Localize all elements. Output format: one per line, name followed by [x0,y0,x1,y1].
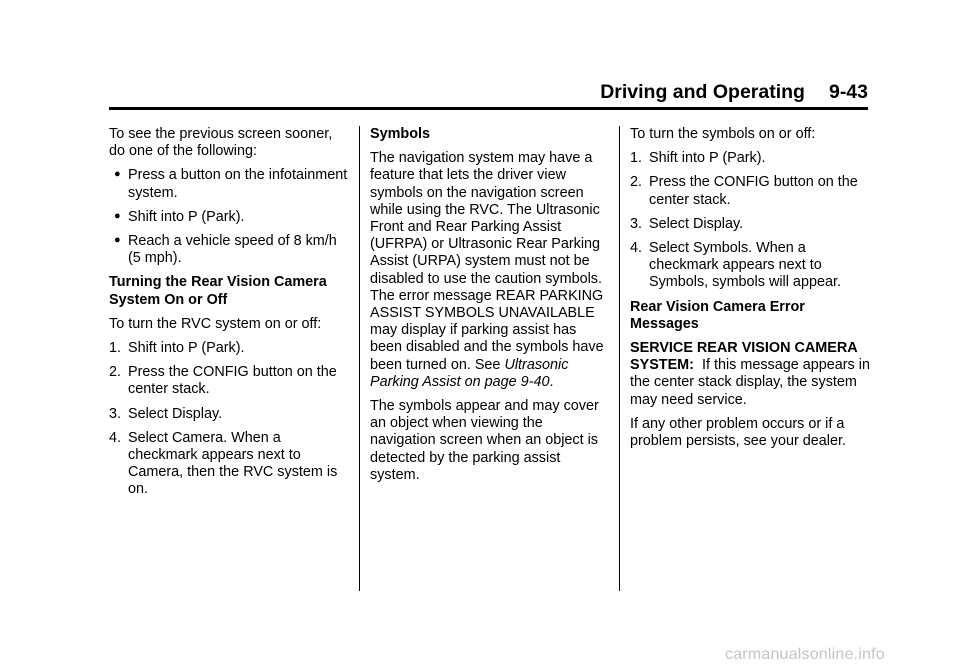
bullet-text: Reach a vehicle speed of 8 km/h (5 mph). [128,233,337,267]
step-item [630,174,870,208]
step-number: 4. [109,429,122,446]
bullet-item [109,209,349,226]
paragraph-end: . [549,373,554,390]
step-number: 1. [109,340,122,357]
step-number: 2. [630,174,643,191]
step-text: Shift into P (Park). [128,340,245,357]
step-text: Press the CONFIG button on the center stack. [649,174,858,208]
step-item [630,150,870,167]
section-heading: Symbols [370,126,430,142]
bullet-text: Press a button on the infotainment system. [128,167,348,201]
step-item [109,364,349,398]
message-label: SERVICE REAR VISION CAMERA SYSTEM: [630,340,858,374]
bullet-text: Shift into P (Park). [128,208,245,225]
bullet-icon: ● [114,209,121,222]
section-heading: Turning the Rear Vision Camera System On or Off [109,274,327,308]
step-text: Shift into P (Park). [649,150,766,167]
section-heading: Rear Vision Camera Error Messages [630,298,805,332]
step-item [109,406,349,423]
page-header [590,80,868,104]
body-paragraph: The symbols appear and may cover an object when viewing the navigation screen when an object is detected by the parking assist system. [370,398,599,483]
step-number: 3. [630,215,643,232]
step-item [630,216,870,233]
step-number: 4. [630,240,643,257]
step-number: 1. [630,150,643,167]
bullet-icon: ● [114,168,121,181]
bullet-item [109,233,349,267]
step-text: Press the CONFIG button on the center stack. [128,364,337,398]
column-divider [359,126,360,591]
step-item [109,340,349,357]
header-rule [109,107,868,110]
bullet-icon: ● [114,234,121,247]
body-paragraph [370,150,610,391]
step-number: 3. [109,405,122,422]
lead-text: To turn the symbols on or off: [630,126,816,142]
body-paragraph: If any other problem occurs or if a problem persists, see your dealer. [630,415,846,450]
section-title: Driving and Operating [600,81,805,103]
step-text: Select Display. [128,405,223,422]
intro-text: To see the previous screen sooner, do one of the following: [109,126,333,160]
message-entry [630,340,870,409]
column-3 [630,126,870,457]
page-number: 9-43 [828,81,868,103]
lead-text: To turn the RVC system on or off: [109,315,322,332]
column-1 [109,126,349,506]
step-item [630,240,870,292]
paragraph-text: The navigation system may have a feature that lets the driver view symbols on the navigation screen while using the RVC. The Ultrasonic Front and Rear Parking Assist (UFRPA) or Ultrasonic Rear Parking Assist (URPA) system must not be disabled to use the caution symbols. The error message REAR PARKING ASSIST SYMBOLS UNAVAILABLE may display if parking assist has been disabled and the symbols have been turned on. See [370,150,604,373]
step-item [109,430,349,499]
step-number: 2. [109,364,122,381]
bullet-item [109,167,349,201]
step-text: Select Camera. When a checkmark appears next to Camera, then the RVC system is on. [128,429,338,498]
column-divider [619,126,620,591]
column-2 [370,126,610,491]
watermark-text: carmanualsonline.info [725,646,885,663]
step-text: Select Symbols. When a checkmark appears next to Symbols, symbols will appear. [649,240,841,291]
step-text: Select Display. [649,215,744,232]
message-description: If this message appears in the center stack display, the system may need service. [630,357,870,408]
cross-reference-link[interactable]: Ultrasonic Parking Assist on page 9-40 [370,356,569,390]
